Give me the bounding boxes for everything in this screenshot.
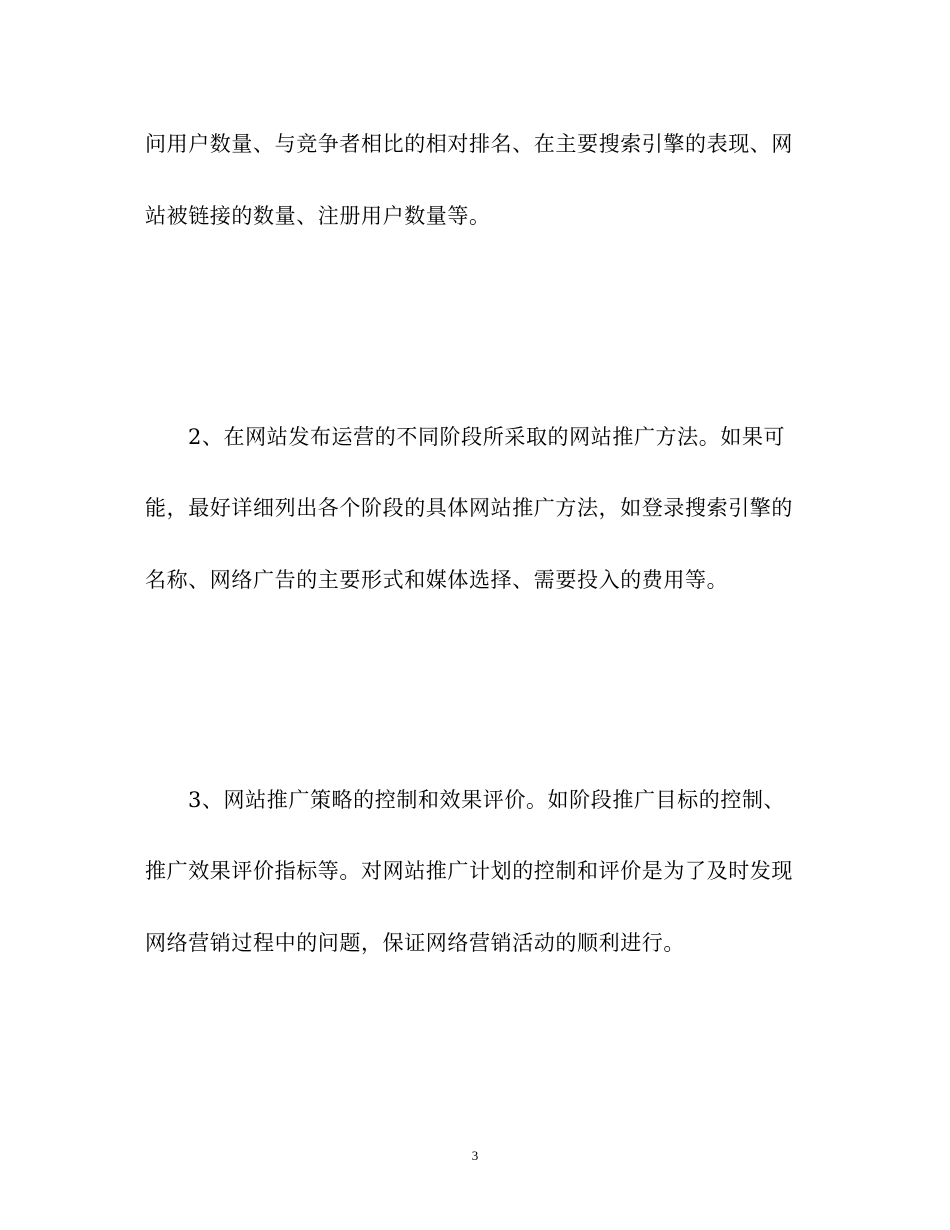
paragraph-3-line-3: 网络营销过程中的问题，保证网络营销活动的顺利进行。	[145, 931, 685, 955]
paragraph-1-line-1: 问用户数量、与竞争者相比的相对排名、在主要搜索引擎的表现、网	[145, 132, 793, 156]
paragraph-2-line-3: 名称、网络广告的主要形式和媒体选择、需要投入的费用等。	[145, 568, 729, 592]
page-number: 3	[471, 1148, 479, 1163]
paragraph-2-line-2: 能，最好详细列出各个阶段的具体网站推广方法，如登录搜索引擎的	[145, 496, 793, 520]
paragraph-1-line-2: 站被链接的数量、注册用户数量等。	[145, 204, 491, 228]
paragraph-3-line-2: 推广效果评价指标等。对网站推广计划的控制和评价是为了及时发现	[145, 859, 793, 883]
paragraph-3-line-1: 3、网站推广策略的控制和效果评价。如阶段推广目标的控制、	[188, 788, 786, 812]
paragraph-2-line-1: 2、在网站发布运营的不同阶段所采取的网站推广方法。如果可	[188, 425, 786, 449]
